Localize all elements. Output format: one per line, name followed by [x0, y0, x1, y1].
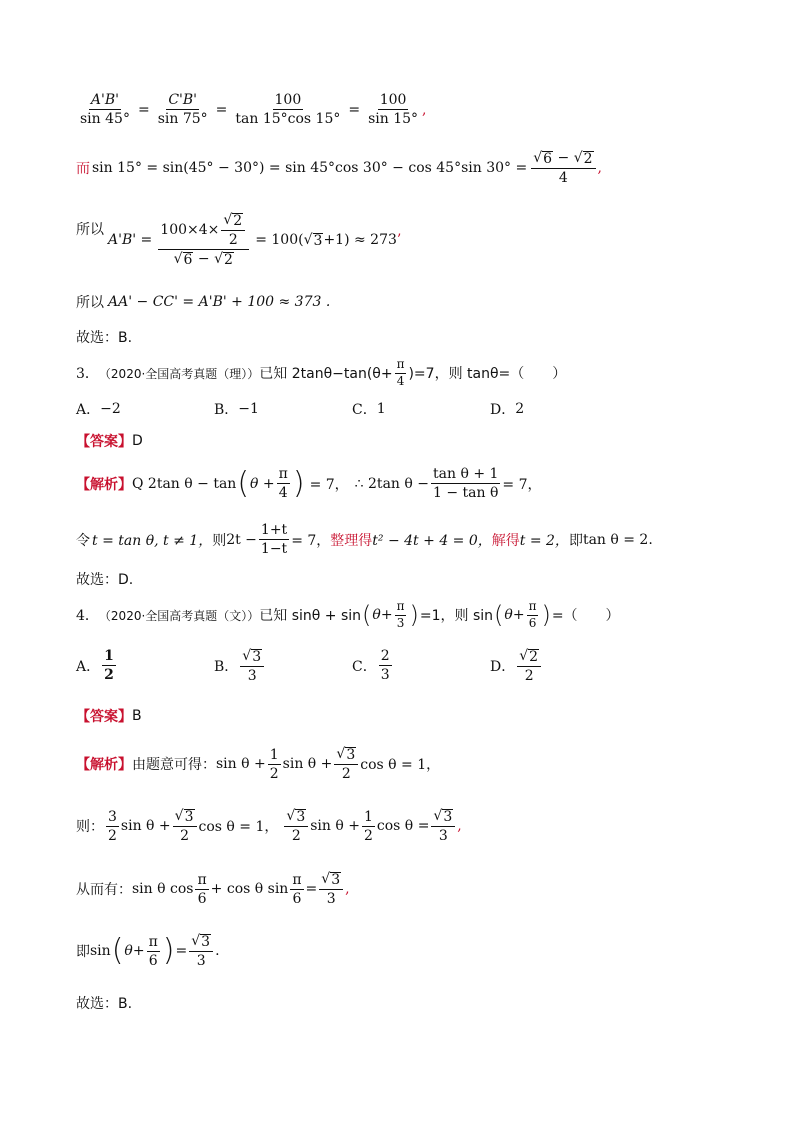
answer-4 [76, 706, 142, 726]
text-lead: 所以 [76, 222, 104, 239]
choice-line-3: 故选：D. [76, 572, 134, 588]
analysis-3-line-1: 【解析】 Q 2tan θ − tan ( θ + $\frac{\pi}{4}$ ) = 7， ∴ 2tan θ − $\frac{\text{tan θ + 1}}{\text{1 − tan θ}}$ = 7， [76, 465, 542, 502]
expression: sin 15° = sin(45° − 30°) = sin 45°cos 30° − cos 45°sin 30° = [92, 160, 528, 177]
option-b: B． −1 [214, 401, 259, 418]
option-c: C． $\frac{2}{3}$ [352, 648, 390, 684]
question-stem: 已知 sinθ + sin [259, 608, 362, 625]
fraction [158, 212, 249, 269]
text-lead: 而 [76, 161, 90, 178]
question-number: 4． [76, 608, 99, 625]
option-c: C． 1 [352, 401, 386, 418]
question-source: （2020·全国高考真题（文）） [98, 608, 260, 623]
question-3 [76, 358, 566, 389]
analysis-4-line-2: 则： $\frac{3}{2}$ sin θ + √ 3 2 cos θ = 1， √ 3 2 sin θ + $\frac{1}{2}$ cos θ = √ 3 3 , [76, 808, 462, 845]
analysis-4-line-4: 即 sin ( θ+ $\frac{\pi}{6}$ ) = √ 3 3 . [76, 933, 220, 970]
answer-value: D [132, 433, 143, 449]
choice-line: 故选：B. [76, 330, 133, 346]
numerator: 100 [273, 92, 304, 110]
aa-cc-line [76, 292, 330, 312]
denominator: √ 6 − √ 2 [173, 251, 233, 269]
rhs-tail: +1) ≈ 273 [323, 232, 397, 249]
numerator: C'B' [166, 92, 199, 110]
option-b: B． √ 3 3 [214, 648, 266, 684]
numerator: A'B' [89, 92, 121, 110]
analysis-3-line-2: 令 t = tan θ, t ≠ 1， 则 2t − $\frac{1+t}{1-t}$ = 7， 整理得 t² − 4t + 4 = 0， 解得 t = 2， 即 tan θ = 2. [76, 522, 653, 558]
numerator: 100×4× √ 2 2 [158, 212, 249, 250]
ratio-equation-line: $\frac{A'B'}{\sin 45^\circ}$ = $\frac{C'B'}{\sin 75^\circ}$ = $\frac{100}{\tan 15^\circ\cos 15^\circ}$ = $\frac{100}{\sin 15^\circ}$ , [80, 92, 427, 128]
fraction [156, 92, 210, 127]
answer-label: 【答案】 [76, 709, 132, 725]
denominator: sin 15° [368, 111, 419, 128]
option-d: D． √ 2 2 [490, 648, 543, 684]
question-stem-end: )=7，则 tanθ=（ ） [408, 366, 567, 383]
fraction [531, 150, 595, 186]
numerator: √ 6 − √ 2 [531, 150, 595, 169]
text-lead: 所以 [76, 295, 104, 311]
analysis-label: 【解析】 [76, 757, 132, 774]
lhs: A'B' = [108, 232, 153, 249]
question-4: 4． （2020·全国高考真题（文）） 已知 sinθ + sin ( θ+ $\frac{\pi}{3}$ ) =1，则 sin ( θ+ $\frac{\pi}{6}$ ) =（ ） [76, 599, 620, 630]
denominator: sin 45° [80, 111, 130, 128]
punctuation: , [422, 101, 427, 118]
punctuation: ’ [396, 232, 402, 249]
fraction [78, 92, 132, 127]
analysis-4-line-1: 【解析】 由题意可得： sin θ + $\frac{1}{2}$ sin θ + √ 3 2 cos θ = 1， [76, 746, 441, 783]
choice-line-4: 故选：B. [76, 996, 133, 1012]
numerator: 100 [378, 92, 409, 110]
answer-3 [76, 431, 143, 451]
answer-value: B [132, 708, 142, 724]
ab-length-line: 所以 A'B' = 100×4× √ 2 2 √ 6 − √ 2 = 100( √ 3 +1) ≈ 273 ’ [76, 212, 402, 269]
denominator: tan 15°cos 15° [235, 111, 341, 128]
fraction [233, 92, 342, 127]
analysis-label: 【解析】 [76, 476, 132, 493]
option-d: D． 2 [490, 401, 525, 418]
denominator: 4 [558, 170, 568, 187]
analysis-4-line-3: 从而有： sin θ cos $\frac{\pi}{6}$ + cos θ sin $\frac{\pi}{6}$ = √ 3 3 , [76, 871, 350, 908]
sin15-line [76, 150, 602, 186]
option-a: A． −2 [76, 401, 121, 418]
answer-label: 【答案】 [76, 434, 132, 450]
question-source: （2020·全国高考真题（理）） [98, 366, 260, 381]
rhs: = 100( [255, 232, 304, 249]
expression: AA' − CC' = A'B' + 100 ≈ 373 . [108, 294, 331, 310]
denominator: sin 75° [157, 111, 208, 128]
fraction: $\frac{\pi}{4}$ [396, 357, 405, 388]
option-a: A． $\frac{1}{2}$ [76, 648, 114, 684]
fraction [366, 92, 420, 127]
question-number: 3． [76, 366, 99, 383]
question-stem: 已知 2tanθ−tan(θ+ [259, 366, 393, 383]
punctuation: , [597, 160, 602, 177]
